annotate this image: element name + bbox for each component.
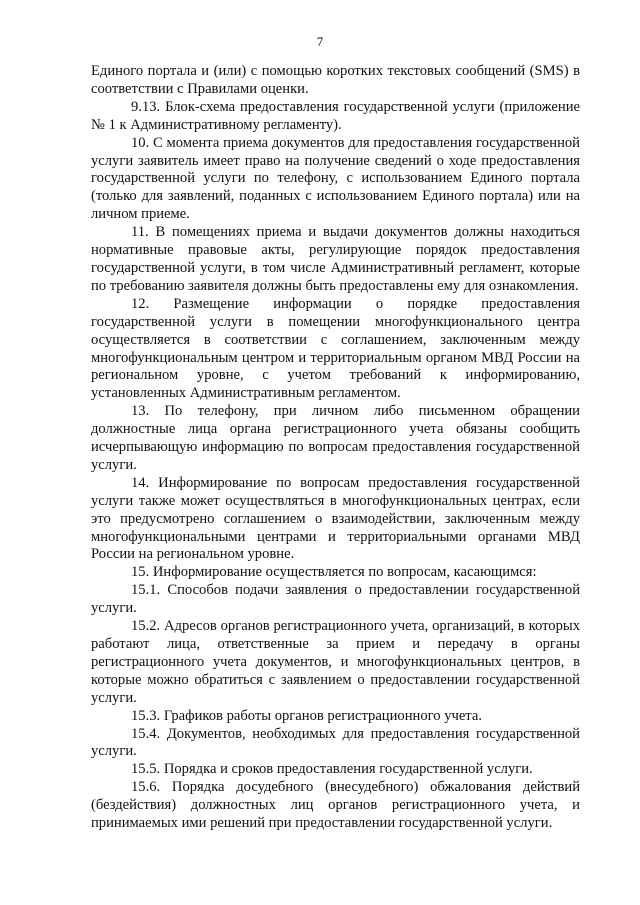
paragraph-12: 12. Размещение информации о порядке предоставления государственной услуги в помещении многофункционального центра осуществляется в соответствии с соглашением, заключенным между многофункциональным центром и территориальным органом МВД России на региональном уровне, с учетом требований к информированию, установленных Административным регламентом. [91, 295, 580, 402]
paragraph-13: 13. По телефону, при личном либо письменном обращении должностные лица органа регистрационного учета обязаны сообщить исчерпывающую информацию по вопросам предоставления государственной услуги. [91, 403, 580, 473]
paragraph-11: 11. В помещениях приема и выдачи документов должны находиться нормативные правовые акты, регулирующие порядок предоставления государственной услуги, в том числе Административный регламент, которые по требованию заявителя должны быть предоставлены ему для ознакомления. [91, 224, 580, 294]
paragraph-9-13: 9.13. Блок-схема предоставления государственной услуги (приложение № 1 к Административному регламенту). [91, 98, 580, 133]
document-body [91, 63, 580, 833]
paragraph-15-5: 15.5. Порядка и сроков предоставления государственной услуги. [131, 761, 533, 778]
paragraph-15-1: 15.1. Способов подачи заявления о предоставлении государственной услуги. [91, 582, 580, 617]
paragraph-15: 15. Информирование осуществляется по вопросам, касающимся: [131, 564, 537, 581]
paragraph-15-4: 15.4. Документов, необходимых для предоставления государственной услуги. [91, 725, 580, 760]
page-number: 7 [316, 34, 324, 49]
paragraph-10: 10. С момента приема документов для предоставления государственной услуги заявитель имеет право на получение сведений о ходе предоставления государственной услуги по телефону, с использованием Единого портала (только для заявлений, поданных с использованием Единого портала) или на личном приеме. [91, 134, 580, 223]
paragraph-14: 14. Информирование по вопросам предоставления государственной услуги также может осуществляться в многофункциональных центрах, если это предусмотрено соглашением о взаимодействии, заключенным между многофункциональными центрами и территориальными органами МВД России на региональном уровне. [91, 474, 580, 563]
paragraph-15-2: 15.2. Адресов органов регистрационного учета, организаций, в которых работают лица, ответственные за прием и передачу в органы регистрационного учета документов, и многофункциональных центров, в которые можно обратиться с заявлением о предоставлении государственной услуги. [91, 618, 580, 706]
paragraph-15-3: 15.3. Графиков работы органов регистрационного учета. [131, 707, 482, 724]
paragraph-continuation: Единого портала и (или) с помощью коротких текстовых сообщений (SMS) в соответствии с Правилами оценки. [91, 63, 580, 97]
paragraph-15-6: 15.6. Порядка досудебного (внесудебного) обжалования действий (бездействия) должностных лиц органов регистрационного учета, и принимаемых ими решений при предоставлении государственной услуги. [91, 779, 580, 832]
